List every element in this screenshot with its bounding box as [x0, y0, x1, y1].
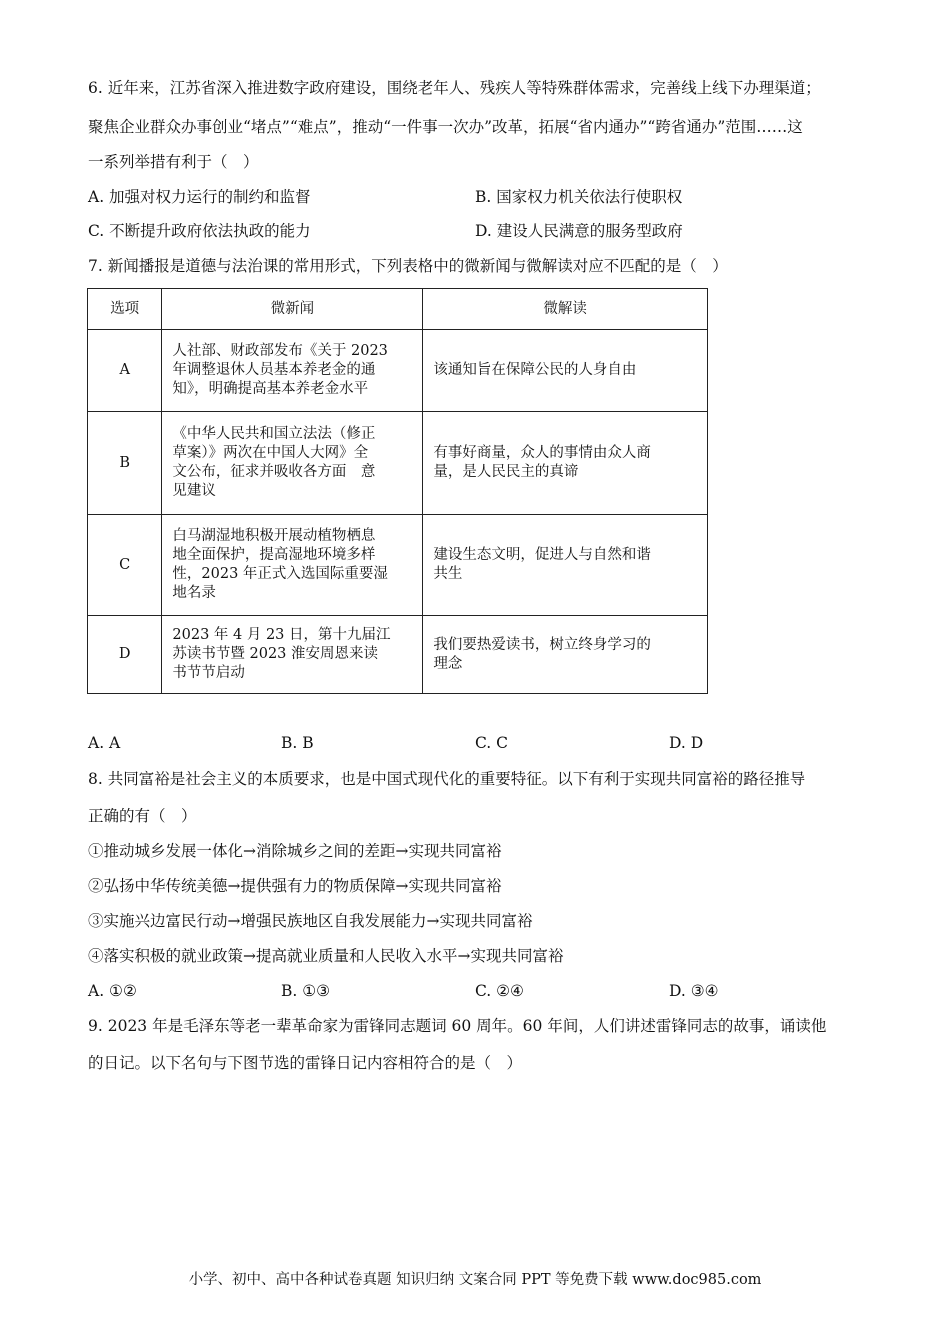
- row-option: A: [88, 330, 162, 412]
- row-option: D: [88, 616, 162, 694]
- row-reading: [423, 616, 708, 694]
- table-row: [88, 616, 708, 694]
- q8-item-3: ③实施兴边富民行动→增强民族地区自我发展能力→实现共同富裕: [88, 912, 533, 930]
- q6-option-b: B. 国家权力机关依法行使职权: [475, 188, 683, 206]
- q8-stem-line-2: 正确的有（ ）: [88, 807, 197, 825]
- q8-option-a: A. ①②: [88, 982, 137, 1000]
- table-header-row: [88, 289, 708, 330]
- row-reading: [423, 412, 708, 515]
- q7-option-a: A. A: [88, 734, 121, 752]
- row-reading: [423, 515, 708, 616]
- table-row: [88, 412, 708, 515]
- q6-stem-line-1: 6. 近年来，江苏省深入推进数字政府建设，围绕老年人、残疾人等特殊群体需求，完善线上线下办理渠道；: [88, 79, 821, 97]
- reading-line: 共生: [433, 566, 463, 582]
- q7-option-d: D. D: [669, 734, 704, 752]
- q7-option-c: C. C: [475, 734, 509, 752]
- header-reading: 微解读: [423, 289, 708, 330]
- q8-stem-line-1: 8. 共同富裕是社会主义的本质要求，也是中国式现代化的重要特征。以下有利于实现共同富裕的路径推导: [88, 770, 806, 788]
- reading-line: 量，是人民民主的真谛: [433, 464, 579, 480]
- q8-item-4: ④落实积极的就业政策→提高就业质量和人民收入水平→实现共同富裕: [88, 947, 564, 965]
- news-line: 地全面保护，提高湿地环境多样: [172, 547, 376, 563]
- reading-line: 我们要热爱读书，树立终身学习的: [433, 636, 651, 653]
- news-line: 苏读书节暨 2023 淮安周恩来读: [172, 646, 379, 662]
- row-news: [162, 616, 423, 694]
- row-news: [162, 412, 423, 515]
- reading-line: 有事好商量，众人的事情由众人商: [433, 445, 651, 461]
- q9-stem-line-1: 9. 2023 年是毛泽东等老一辈革命家为雷锋同志题词 60 周年。60 年间，人们讲述雷锋同志的故事，诵读他: [88, 1017, 827, 1035]
- reading-line: 该通知旨在保障公民的人身自由: [433, 362, 637, 378]
- q9-stem-line-2: 的日记。以下名句与下图节选的雷锋日记内容相符合的是（ ）: [88, 1054, 523, 1072]
- q8-item-2: ②弘扬中华传统美德→提供强有力的物质保障→实现共同富裕: [88, 877, 502, 895]
- news-line: 草案）》两次在中国人大网》全: [172, 445, 369, 461]
- news-line: 《中华人民共和国立法法（修正: [172, 426, 376, 442]
- news-line: 2023 年 4 月 23 日，第十九届江: [172, 627, 391, 643]
- q8-item-1: ①推动城乡发展一体化→消除城乡之间的差距→实现共同富裕: [88, 842, 502, 860]
- q6-stem-line-3: 一系列举措有利于（ ）: [88, 153, 259, 171]
- header-news: 微新闻: [162, 289, 423, 330]
- news-line: 年调整退休人员基本养老金的通: [172, 362, 376, 378]
- news-line: 书节节启动: [172, 665, 245, 681]
- news-line: 地名录: [172, 585, 216, 601]
- news-line: 见建议: [172, 483, 216, 499]
- row-reading: [423, 330, 708, 412]
- q8-option-c: C. ②④: [475, 982, 524, 1000]
- q7-option-b: B. B: [281, 734, 314, 752]
- header-option: 选项: [88, 289, 162, 330]
- row-news: [162, 515, 423, 616]
- news-line: 人社部、财政部发布《关于 2023: [172, 343, 388, 359]
- row-news: [162, 330, 423, 412]
- q6-option-c: C. 不断提升政府依法执政的能力: [88, 222, 311, 240]
- news-line: 知》，明确提高基本养老金水平: [172, 381, 369, 397]
- q7-news-table: [87, 288, 708, 694]
- page-footer: 小学、初中、高中各种试卷真题 知识归纳 文案合同 PPT 等免费下载 www.doc985.com: [188, 1272, 762, 1288]
- q8-option-b: B. ①③: [281, 982, 331, 1000]
- q6-stem-line-2: 聚焦企业群众办事创业“堵点”“难点”，推动“一件事一次办”改革，拓展“省内通办”“跨省通办”范围……这: [88, 118, 803, 136]
- news-line: 文公布，征求并吸收各方面 意: [172, 464, 376, 480]
- reading-line: 理念: [433, 655, 463, 672]
- q6-option-d: D. 建设人民满意的服务型政府: [475, 222, 683, 240]
- row-option: C: [88, 515, 162, 616]
- table-row: [88, 515, 708, 616]
- q7-stem: 7. 新闻播报是道德与法治课的常用形式，下列表格中的微新闻与微解读对应不匹配的是（ ）: [88, 257, 728, 275]
- row-option: B: [88, 412, 162, 515]
- reading-line: 建设生态文明，促进人与自然和谐: [433, 547, 651, 563]
- table-row: [88, 330, 708, 412]
- q8-option-d: D. ③④: [669, 982, 719, 1000]
- q6-option-a: A. 加强对权力运行的制约和监督: [88, 188, 311, 206]
- news-line: 性，2023 年正式入选国际重要湿: [172, 566, 388, 582]
- news-line: 白马湖湿地积极开展动植物栖息: [172, 528, 376, 544]
